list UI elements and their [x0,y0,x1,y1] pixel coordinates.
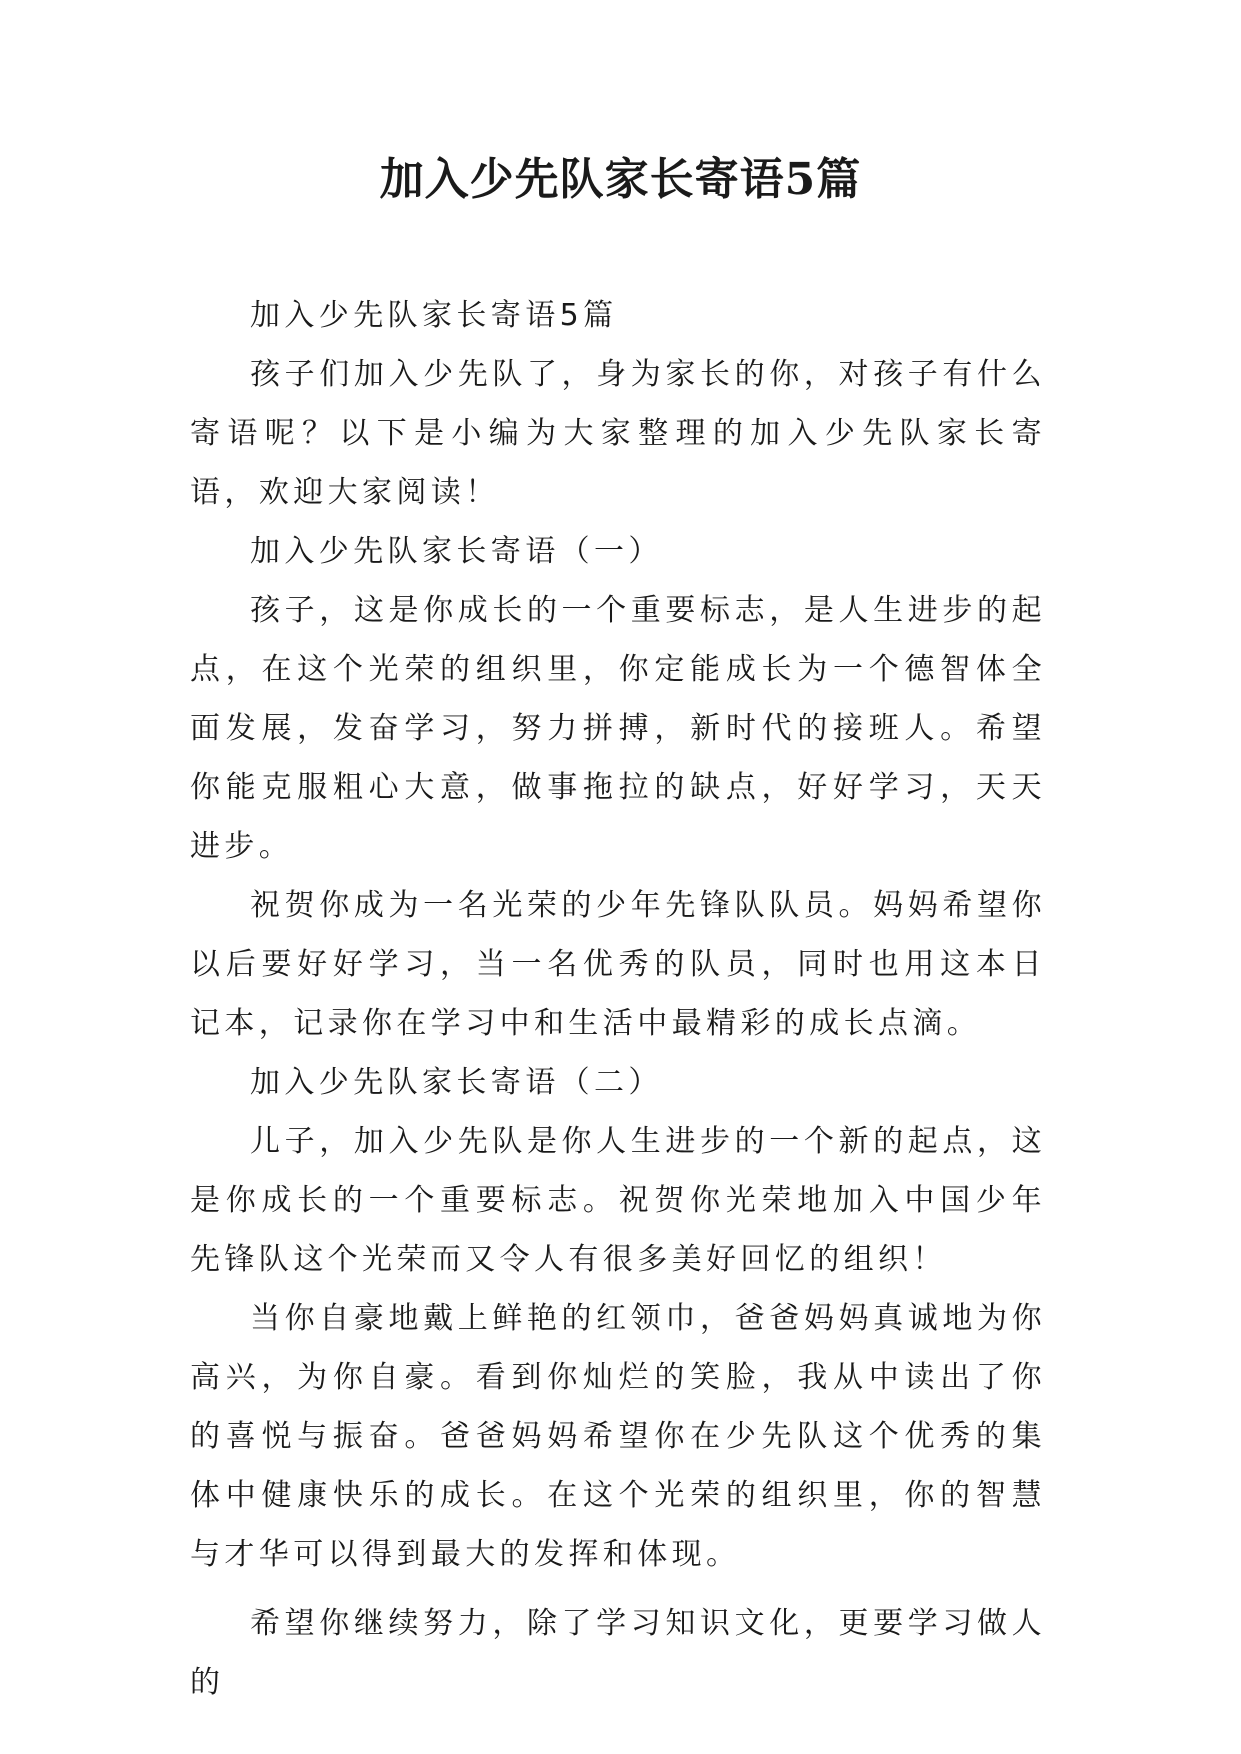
paragraph: 孩子，这是你成长的一个重要标志，是人生进步的起点，在这个光荣的组织里，你定能成长为一个德智体全面发展，发奋学习，努力拼搏，新时代的接班人。希望你能克服粗心大意，做事拖拉的缺点，好好学习，天天进步。 [190,593,1046,864]
document-title: 加入少先队家长寄语5篇 [379,154,862,205]
paragraph: 祝贺你成为一名光荣的少年先锋队队员。妈妈希望你以后要好好学习，当一名优秀的队员，同时也用这本日记本，记录你在学习中和生活中最精彩的成长点滴。 [190,888,1046,1041]
paragraph-subtitle: 加入少先队家长寄语5篇 [250,298,618,333]
paragraph: 当你自豪地戴上鲜艳的红领巾，爸爸妈妈真诚地为你高兴，为你自豪。看到你灿烂的笑脸，我从中读出了你的喜悦与振奋。爸爸妈妈希望你在少先队这个优秀的集体中健康快乐的成长。在这个光荣的组织里，你的智慧与才华可以得到最大的发挥和体现。 [190,1301,1046,1572]
document-body [190,286,1046,1712]
section-heading-2: 加入少先队家长寄语（二） [250,1065,663,1100]
paragraph: 儿子，加入少先队是你人生进步的一个新的起点，这是你成长的一个重要标志。祝贺你光荣地加入中国少年先锋队这个光荣而又令人有很多美好回忆的组织！ [190,1124,1046,1277]
paragraph-intro: 孩子们加入少先队了，身为家长的你，对孩子有什么寄语呢？以下是小编为大家整理的加入少先队家长寄语，欢迎大家阅读！ [190,357,1046,510]
section-heading-1: 加入少先队家长寄语（一） [250,534,663,569]
paragraph: 希望你继续努力，除了学习知识文化，更要学习做人的 [190,1606,1046,1700]
